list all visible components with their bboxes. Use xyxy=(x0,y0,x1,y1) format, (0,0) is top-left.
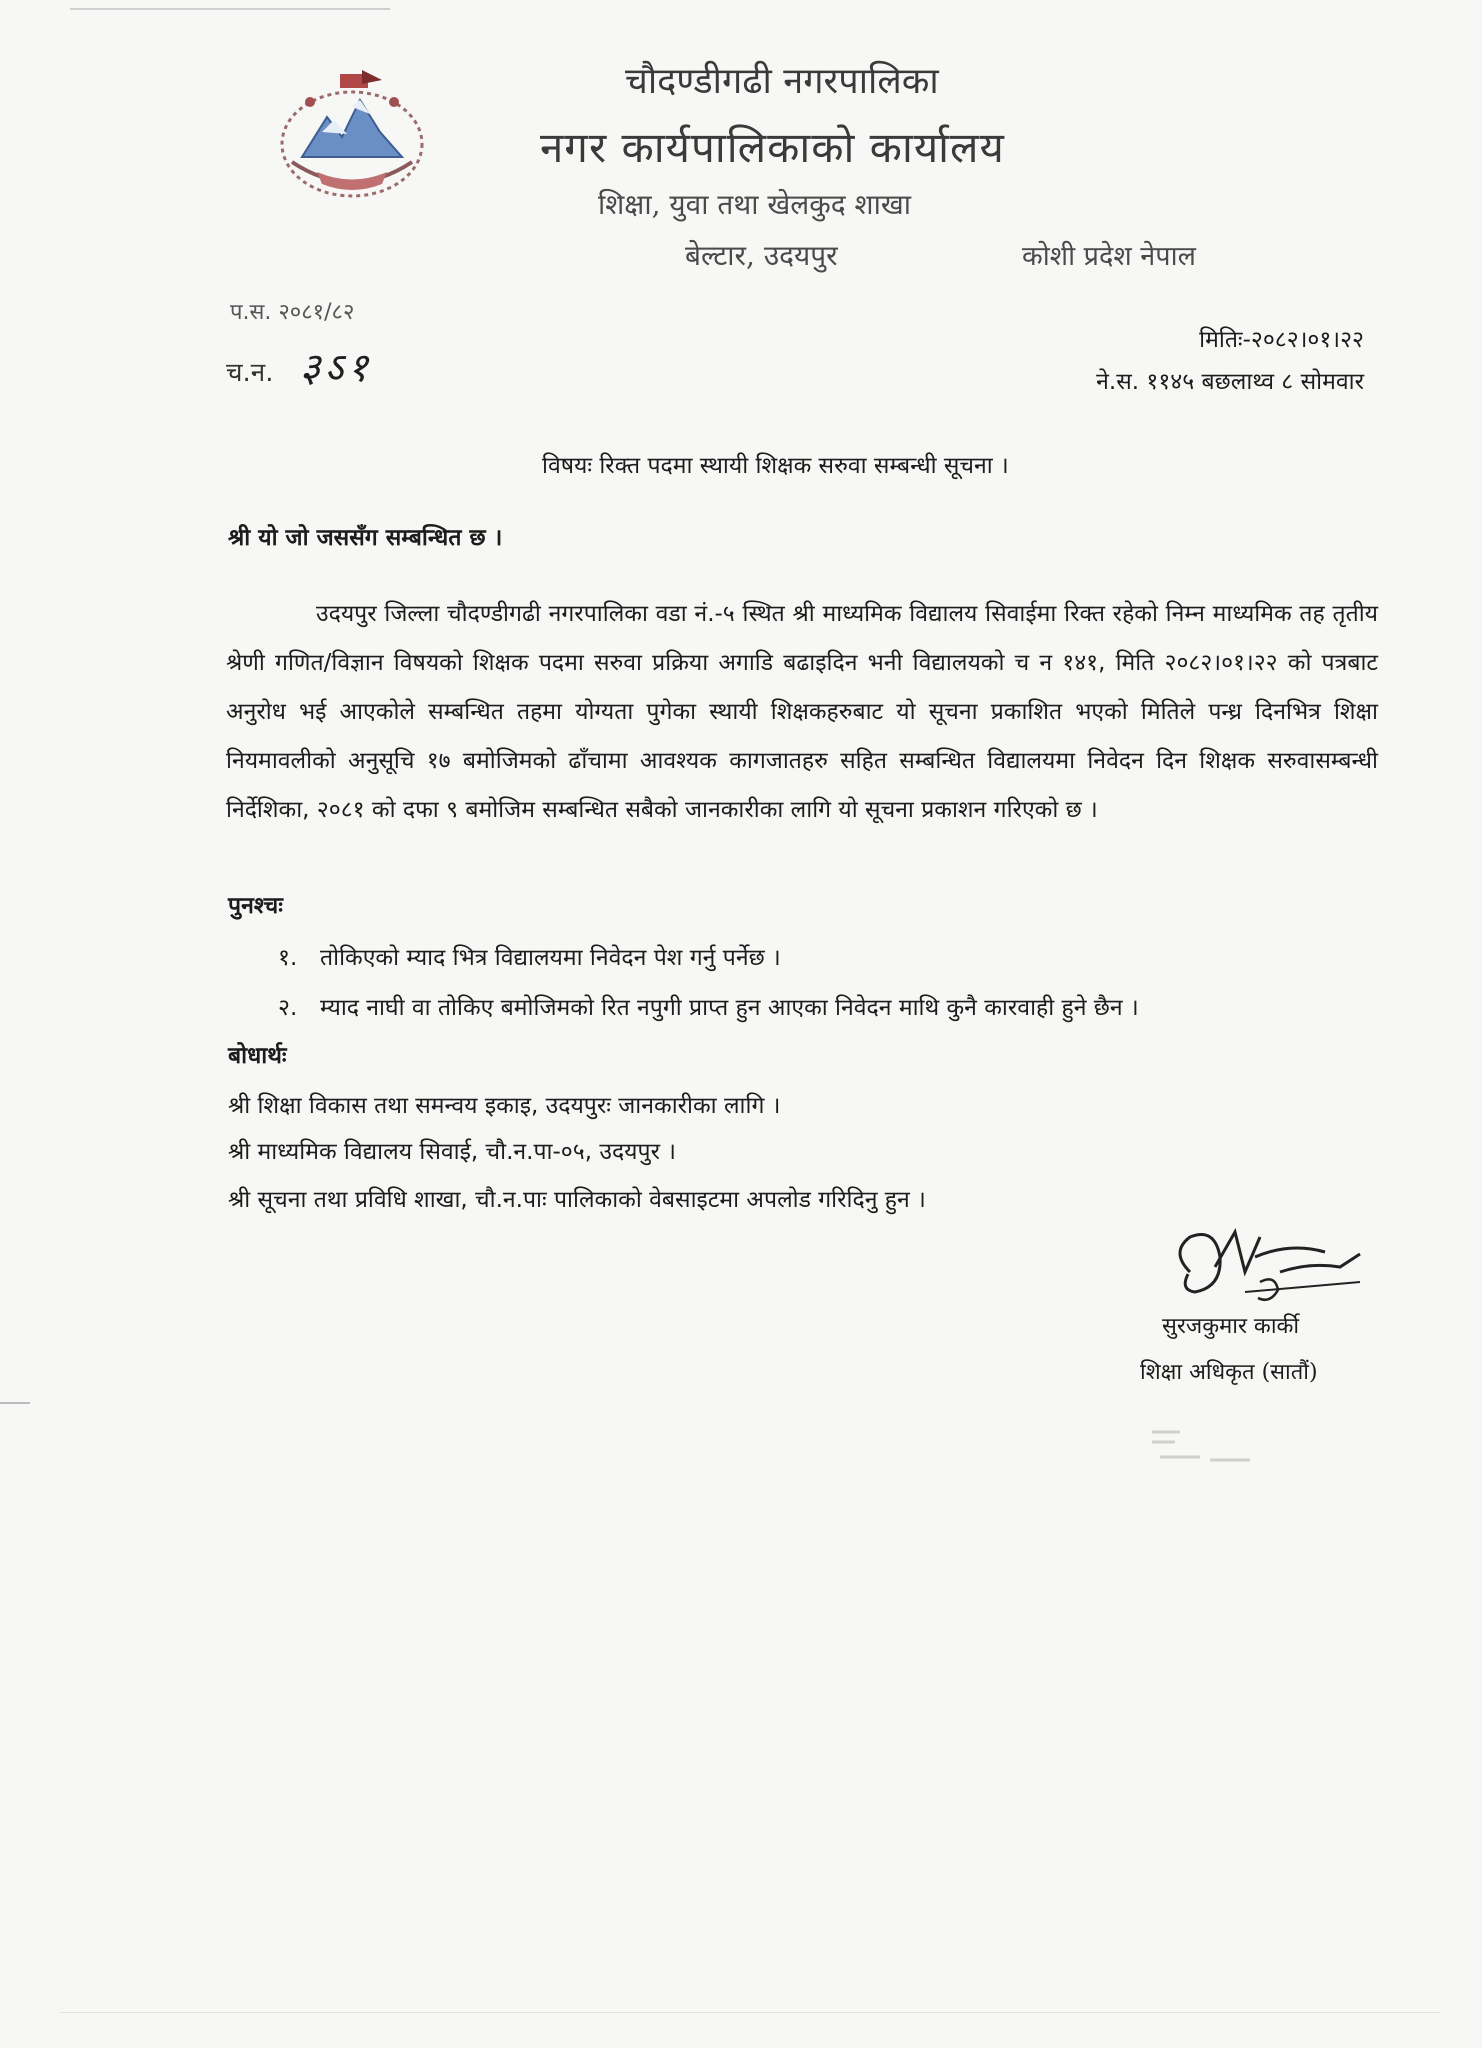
office-address: बेल्टार, उदयपुर xyxy=(685,239,838,272)
cc-line: श्री सूचना तथा प्रविधि शाखा, चौ.न.पाः पालिकाको वेबसाइटमा अपलोड गरिदिनु हुन । xyxy=(228,1187,926,1213)
nepal-emblem-logo xyxy=(262,62,442,212)
postscript-item xyxy=(278,940,781,972)
cn-value: ३ऽ१ xyxy=(299,345,373,391)
item-number: १. xyxy=(278,945,298,971)
body-text: उदयपुर जिल्ला चौदण्डीगढी नगरपालिका वडा नं.-५ स्थित श्री माध्यमिक विद्यालय सिवाईमा रिक्त रहेको निम्न माध्यमिक तह तृतीय श्रेणी गणित/विज्ञान विषयको शिक्षक पदमा सरुवा प्रक्रिया अगाडि बढाइदिन भनी विद्यालयको च न १४१, मिति २०८२।०१।२२ को पत्रबाट अनुरोध भई आएकोले सम्बन्धित तहमा योग्यता पुगेका स्थायी शिक्षकहरुबाट यो सूचना प्रकाशित भएको मितिले पन्ध्र दिनभित्र शिक्षा नियमावलीको अनुसूचि १७ बमोजिमको ढाँचामा आवश्यक कागजातहरु सहित सम्बन्धित विद्यालयमा निवेदन दिन शिक्षक सरुवासम्बन्धी निर्देशिका, २०८१ को दफा ९ बमोजिम सम्बन्धित सबैको जानकारीका लागि यो सूचना प्रकाशन गरिएको छ । xyxy=(226,601,1378,823)
signatory-name: सुरजकुमार कार्की xyxy=(1162,1314,1300,1339)
postscript-item xyxy=(278,990,1139,1022)
ps-label: प.स. xyxy=(230,300,272,325)
cn-label: च.न. xyxy=(226,358,274,388)
date-bs: मितिः-२०८२।०१।२२ xyxy=(1199,327,1364,353)
subject-line: विषयः रिक्त पदमा स्थायी शिक्षक सरुवा सम्बन्धी सूचना । xyxy=(542,453,1009,479)
ps-value: २०८१/८२ xyxy=(278,300,355,325)
signatory-title: शिक्षा अधिकृत (सातौं) xyxy=(1140,1360,1318,1385)
item-number: २. xyxy=(278,995,298,1021)
scan-edge-mark xyxy=(0,1402,30,1404)
fiscal-year-ref xyxy=(230,296,354,326)
dispatch-number xyxy=(226,338,372,393)
cc-line: श्री माध्यमिक विद्यालय सिवाई, चौ.न.पा-०५, उदयपुर । xyxy=(228,1139,677,1165)
salutation: श्री यो जो जससँग सम्बन्धित छ । xyxy=(228,525,503,551)
province-country: कोशी प्रदेश नेपाल xyxy=(1022,241,1196,272)
section-name: शिक्षा, युवा तथा खेलकुद शाखा xyxy=(598,188,911,221)
scan-artifact-line xyxy=(70,8,390,10)
cc-label: बोधार्थः xyxy=(228,1043,287,1069)
item-text: तोकिएको म्याद भित्र विद्यालयमा निवेदन पेश गर्नु पर्नेछ । xyxy=(320,945,781,971)
item-text: म्याद नाघी वा तोकिए बमोजिमको रित नपुगी प्राप्त हुन आएका निवेदन माथि कुनै कारवाही हुने छैन । xyxy=(320,995,1139,1021)
faded-stamp xyxy=(1140,1412,1390,1482)
municipality-name: चौदण्डीगढी नगरपालिका xyxy=(625,61,939,102)
office-name: नगर कार्यपालिकाको कार्यालय xyxy=(540,123,1005,172)
scan-bottom-line xyxy=(60,2012,1440,2013)
body-paragraph xyxy=(226,590,1378,835)
date-nepal-sambat: ने.स. ११४५ बछलाथ्व ८ सोमवार xyxy=(1096,369,1364,395)
cc-line: श्री शिक्षा विकास तथा समन्वय इकाइ, उदयपुरः जानकारीका लागि । xyxy=(228,1093,781,1119)
postscript-label: पुनश्चः xyxy=(228,893,283,919)
handwritten-signature xyxy=(1160,1212,1380,1322)
